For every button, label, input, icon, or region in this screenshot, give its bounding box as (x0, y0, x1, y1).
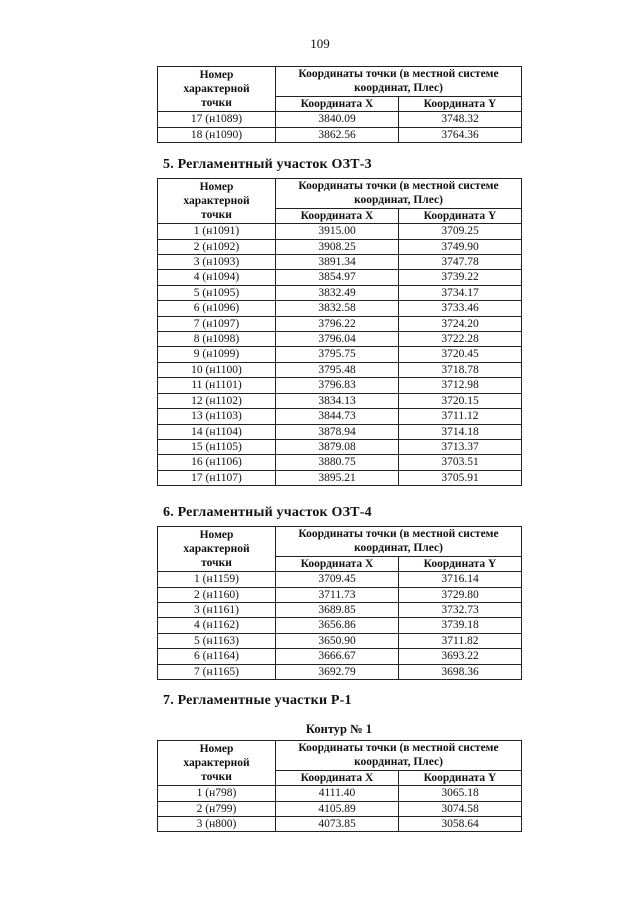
table-row (158, 347, 522, 362)
y-cell: 3711.82 (399, 633, 522, 648)
table-row (158, 362, 522, 377)
header-coordinates (276, 741, 522, 771)
header-x: Координата X (276, 556, 399, 571)
y-cell: 3720.45 (399, 347, 522, 362)
x-cell: 3666.67 (276, 649, 399, 664)
header-row (158, 741, 522, 771)
table-row (158, 439, 522, 454)
x-cell: 3832.58 (276, 301, 399, 316)
y-cell: 3693.22 (399, 649, 522, 664)
x-cell: 3711.73 (276, 587, 399, 602)
table-row (158, 393, 522, 408)
x-cell: 3878.94 (276, 424, 399, 439)
y-cell: 3698.36 (399, 664, 522, 679)
header-x: Координата X (276, 208, 399, 223)
point-cell: 2 (н1092) (158, 239, 276, 254)
header-point-number (158, 67, 276, 112)
header-point-number (158, 179, 276, 224)
section-5-table (157, 178, 522, 486)
point-cell: 17 (н1089) (158, 112, 276, 127)
x-cell: 3689.85 (276, 603, 399, 618)
point-cell: 12 (н1102) (158, 393, 276, 408)
header-point-line: Номер (199, 528, 234, 541)
header-x: Координата X (276, 96, 399, 111)
x-cell: 3854.97 (276, 270, 399, 285)
table-row (158, 378, 522, 393)
top-table-block (157, 66, 521, 143)
point-cell: 1 (н1159) (158, 572, 276, 587)
header-y: Координата Y (399, 208, 522, 223)
header-point-line: характерной (183, 542, 250, 555)
point-cell: 10 (н1100) (158, 362, 276, 377)
point-cell: 17 (н1107) (158, 470, 276, 485)
table-row (158, 316, 522, 331)
x-cell: 4073.85 (276, 817, 399, 832)
table-row (158, 255, 522, 270)
x-cell: 3915.00 (276, 224, 399, 239)
table-row (158, 127, 522, 142)
y-cell: 3747.78 (399, 255, 522, 270)
y-cell: 3713.37 (399, 439, 522, 454)
header-coordinates-line: координат, Плес) (354, 756, 443, 769)
point-cell: 2 (н1160) (158, 587, 276, 602)
y-cell: 3739.22 (399, 270, 522, 285)
y-cell: 3764.36 (399, 127, 522, 142)
table-row (158, 285, 522, 300)
point-cell: 16 (н1106) (158, 455, 276, 470)
header-coordinates (276, 67, 522, 97)
point-cell: 7 (н1097) (158, 316, 276, 331)
y-cell: 3711.12 (399, 409, 522, 424)
point-cell: 6 (н1164) (158, 649, 276, 664)
point-cell: 5 (н1163) (158, 633, 276, 648)
header-point-line: Номер (199, 68, 234, 81)
header-row (158, 67, 522, 97)
header-point-line: точки (201, 97, 232, 110)
header-coordinates-line: Координаты точки (в местной системе (298, 68, 499, 80)
y-cell: 3712.98 (399, 378, 522, 393)
x-cell: 3796.22 (276, 316, 399, 331)
y-cell: 3724.20 (399, 316, 522, 331)
table-row (158, 239, 522, 254)
point-cell: 5 (н1095) (158, 285, 276, 300)
top-coords-table (157, 66, 522, 143)
header-point-number (158, 527, 276, 572)
y-cell: 3058.64 (399, 817, 522, 832)
table-row (158, 649, 522, 664)
section-6-table (157, 526, 522, 680)
y-cell: 3714.18 (399, 424, 522, 439)
point-cell: 3 (н1161) (158, 603, 276, 618)
point-cell: 15 (н1105) (158, 439, 276, 454)
table-row (158, 424, 522, 439)
table-row (158, 572, 522, 587)
header-coordinates (276, 179, 522, 209)
header-coordinates-line: Координаты точки (в местной системе (298, 180, 499, 192)
y-cell: 3705.91 (399, 470, 522, 485)
point-cell: 3 (н1093) (158, 255, 276, 270)
header-coordinates-line: Координаты точки (в местной системе (298, 528, 499, 540)
table-row (158, 455, 522, 470)
x-cell: 3692.79 (276, 664, 399, 679)
section-5-block (157, 178, 521, 486)
table-row (158, 801, 522, 816)
header-row (158, 527, 522, 557)
x-cell: 3796.04 (276, 332, 399, 347)
point-cell: 1 (н1091) (158, 224, 276, 239)
x-cell: 3908.25 (276, 239, 399, 254)
page-number: 109 (310, 36, 330, 51)
section-7-table (157, 740, 522, 832)
header-coordinates-line: Координаты точки (в местной системе (298, 742, 499, 754)
x-cell: 3656.86 (276, 618, 399, 633)
point-cell: 3 (н800) (158, 817, 276, 832)
x-cell: 3862.56 (276, 127, 399, 142)
x-cell: 3834.13 (276, 393, 399, 408)
table-row (158, 270, 522, 285)
header-point-line: точки (201, 771, 232, 784)
y-cell: 3720.15 (399, 393, 522, 408)
section-5-title: 5. Регламентный участок ОЗТ-3 (163, 157, 372, 172)
section-6-block (157, 526, 521, 680)
x-cell: 4111.40 (276, 786, 399, 801)
y-cell: 3734.17 (399, 285, 522, 300)
table-row (158, 633, 522, 648)
y-cell: 3718.78 (399, 362, 522, 377)
header-coordinates-line: координат, Плес) (354, 82, 443, 95)
x-cell: 3844.73 (276, 409, 399, 424)
x-cell: 3796.83 (276, 378, 399, 393)
table-row (158, 332, 522, 347)
point-cell: 4 (н1094) (158, 270, 276, 285)
y-cell: 3065.18 (399, 786, 522, 801)
header-point-line: характерной (183, 82, 250, 95)
point-cell: 13 (н1103) (158, 409, 276, 424)
x-cell: 3895.21 (276, 470, 399, 485)
y-cell: 3739.18 (399, 618, 522, 633)
table-row (158, 224, 522, 239)
y-cell: 3729.80 (399, 587, 522, 602)
header-y: Координата Y (399, 96, 522, 111)
header-x: Координата X (276, 770, 399, 785)
table-row (158, 587, 522, 602)
point-cell: 18 (н1090) (158, 127, 276, 142)
x-cell: 3709.45 (276, 572, 399, 587)
header-y: Координата Y (399, 556, 522, 571)
x-cell: 3795.48 (276, 362, 399, 377)
x-cell: 4105.89 (276, 801, 399, 816)
header-point-line: Номер (199, 180, 234, 193)
point-cell: 8 (н1098) (158, 332, 276, 347)
header-point-line: характерной (183, 756, 250, 769)
table-row (158, 664, 522, 679)
y-cell: 3716.14 (399, 572, 522, 587)
section-7-title: 7. Регламентные участки Р-1 (163, 693, 352, 708)
y-cell: 3722.28 (399, 332, 522, 347)
y-cell: 3074.58 (399, 801, 522, 816)
table-row (158, 409, 522, 424)
header-point-line: характерной (183, 194, 250, 207)
header-y: Координата Y (399, 770, 522, 785)
header-coordinates-line: координат, Плес) (354, 542, 443, 555)
section-6-title: 6. Регламентный участок ОЗТ-4 (163, 505, 372, 520)
point-cell: 9 (н1099) (158, 347, 276, 362)
point-cell: 7 (н1165) (158, 664, 276, 679)
section-7-block (157, 740, 521, 832)
point-cell: 14 (н1104) (158, 424, 276, 439)
point-cell: 11 (н1101) (158, 378, 276, 393)
table-row (158, 817, 522, 832)
x-cell: 3650.90 (276, 633, 399, 648)
header-point-number (158, 741, 276, 786)
point-cell: 6 (н1096) (158, 301, 276, 316)
table-row (158, 301, 522, 316)
header-row (158, 179, 522, 209)
header-coordinates-line: координат, Плес) (354, 194, 443, 207)
y-cell: 3748.32 (399, 112, 522, 127)
y-cell: 3703.51 (399, 455, 522, 470)
x-cell: 3840.09 (276, 112, 399, 127)
y-cell: 3733.46 (399, 301, 522, 316)
contour-title: Контур № 1 (305, 722, 373, 736)
point-cell: 1 (н798) (158, 786, 276, 801)
y-cell: 3709.25 (399, 224, 522, 239)
table-row (158, 603, 522, 618)
y-cell: 3749.90 (399, 239, 522, 254)
x-cell: 3795.75 (276, 347, 399, 362)
header-point-line: точки (201, 557, 232, 570)
point-cell: 4 (н1162) (158, 618, 276, 633)
header-point-line: точки (201, 209, 232, 222)
x-cell: 3891.34 (276, 255, 399, 270)
table-row (158, 470, 522, 485)
header-point-line: Номер (199, 742, 234, 755)
x-cell: 3880.75 (276, 455, 399, 470)
x-cell: 3879.08 (276, 439, 399, 454)
header-coordinates (276, 527, 522, 557)
table-row (158, 112, 522, 127)
point-cell: 2 (н799) (158, 801, 276, 816)
y-cell: 3732.73 (399, 603, 522, 618)
x-cell: 3832.49 (276, 285, 399, 300)
table-row (158, 786, 522, 801)
table-row (158, 618, 522, 633)
